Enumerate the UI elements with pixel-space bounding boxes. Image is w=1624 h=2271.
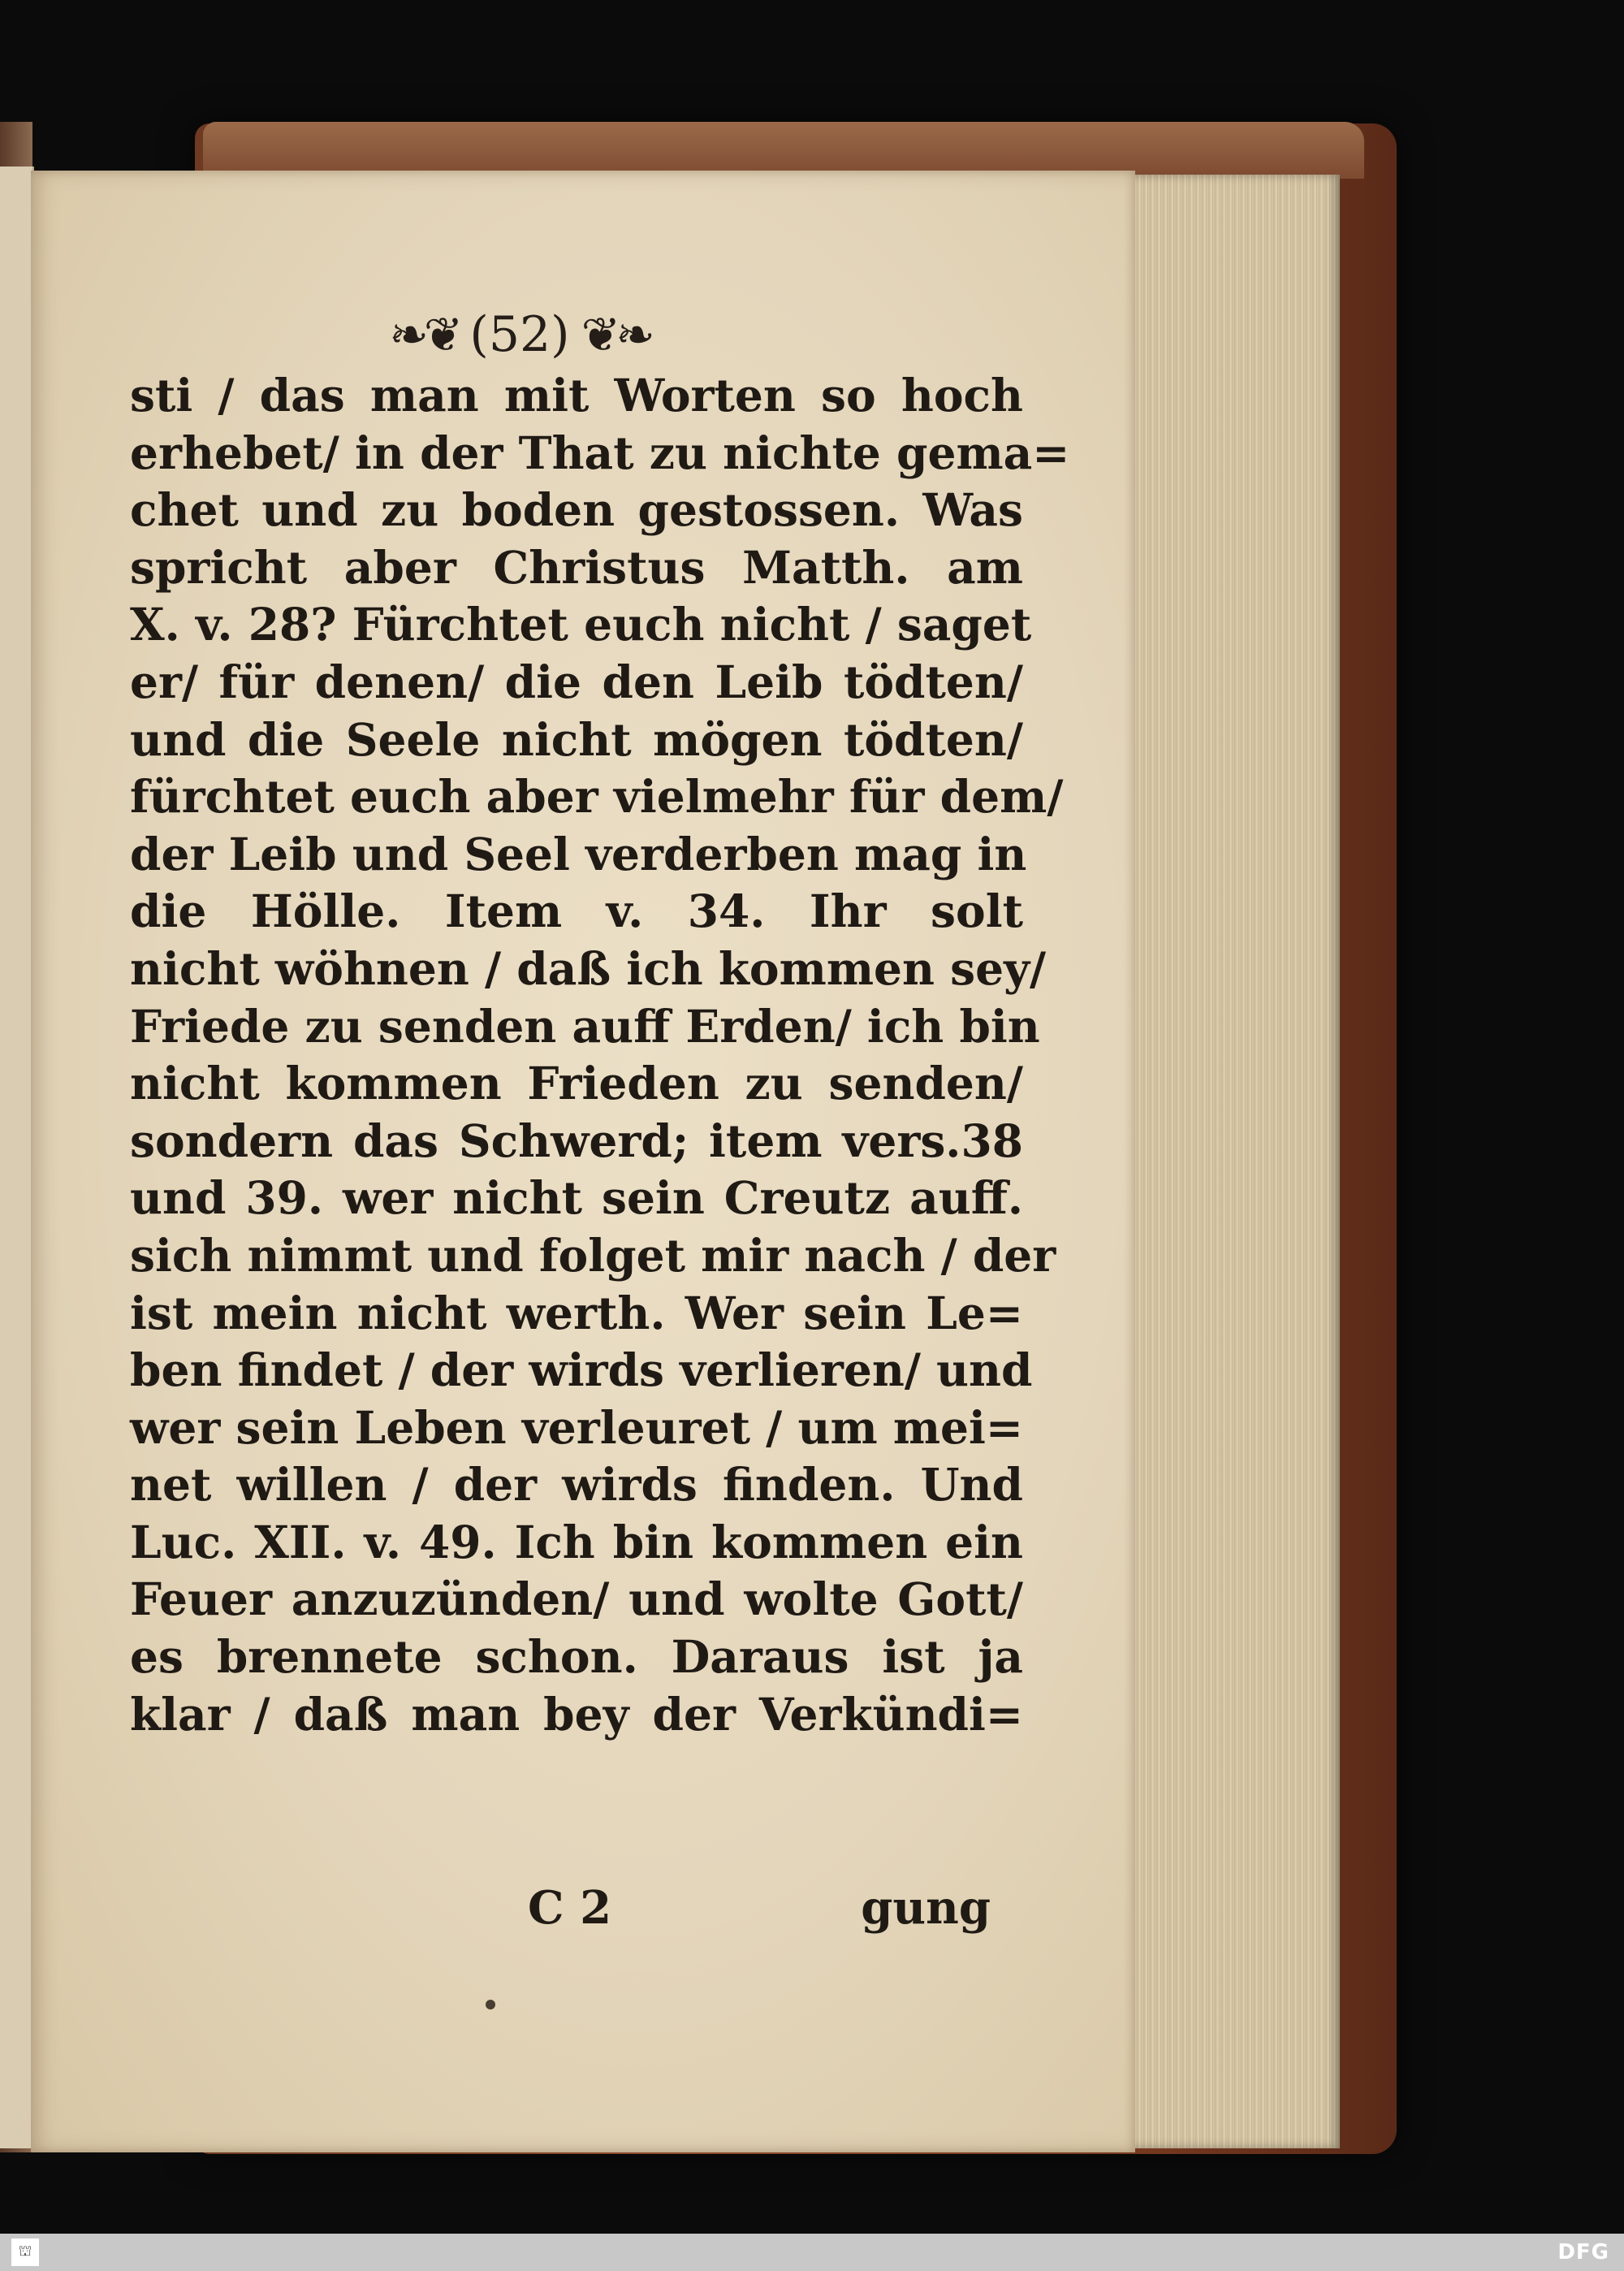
page-footer: [130, 1881, 1023, 1946]
text-line: die Hölle. Item v. 34. Ihr solt: [130, 885, 1023, 938]
ink-speck: [486, 2000, 495, 2009]
text-line: es brennete schon. Daraus ist ja: [130, 1630, 1023, 1684]
signature-mark: C 2: [528, 1881, 612, 1935]
text-line: er/ für denen/ die den Leib tödten/: [130, 655, 1023, 708]
text-line: erhebet/ in der That zu nichte gema=: [130, 426, 1070, 479]
text-line: und 39. wer nicht sein Creutz auff.: [130, 1171, 1023, 1225]
text-line: net willen / der wirds finden. Und: [130, 1458, 1023, 1512]
library-logo-icon[interactable]: [11, 2239, 39, 2266]
text-line: ben findet / der wirds verlieren/ und: [130, 1343, 1033, 1397]
text-line: nicht wöhnen / daß ich kommen sey/: [130, 941, 1047, 995]
ornament-right-icon: ❦❧: [581, 307, 650, 362]
text-line: nicht kommen Frieden zu senden/: [130, 1057, 1023, 1110]
text-line: chet und zu boden gestossen. Was: [130, 483, 1023, 537]
body-text: [130, 367, 1070, 1743]
library-logo-glyph: ⛫: [18, 2243, 32, 2260]
text-line: fürchtet euch aber vielmehr für dem/: [130, 770, 1064, 824]
text-line: der Leib und Seel verderben mag in: [130, 827, 1027, 880]
page-number: (52): [469, 306, 570, 363]
text-line: Feuer anzuzünden/ und wolte Gott/: [130, 1572, 1023, 1626]
page-header: [357, 302, 682, 367]
text-line: wer sein Leben verleuret / um mei=: [130, 1400, 1023, 1454]
text-line: spricht aber Christus Matth. am: [130, 540, 1023, 594]
text-line: sti / das man mit Worten so hoch: [130, 369, 1023, 422]
text-line: sich nimmt und folget mir nach / der: [130, 1228, 1056, 1282]
catchword: gung: [861, 1881, 991, 1935]
text-line: Luc. XII. v. 49. Ich bin kommen ein: [130, 1515, 1023, 1568]
page-block-edges: [1129, 175, 1340, 2148]
dfg-logo[interactable]: DFG: [1557, 2240, 1609, 2265]
text-line: klar / daß man bey der Verkündi=: [130, 1687, 1023, 1741]
left-page-sliver: [0, 167, 34, 2148]
text-line: X. v. 28? Fürchtet euch nicht / saget: [130, 598, 1032, 651]
text-line: Friede zu senden auff Erden/ ich bin: [130, 999, 1040, 1053]
text-line: und die Seele nicht mögen tödten/: [130, 712, 1023, 766]
viewer-footer-bar: [0, 2234, 1624, 2271]
text-line: sondern das Schwerd; item vers.38: [130, 1114, 1023, 1167]
text-line: ist mein nicht werth. Wer sein Le=: [130, 1286, 1023, 1339]
ornament-left-icon: ❧❦: [389, 307, 459, 362]
